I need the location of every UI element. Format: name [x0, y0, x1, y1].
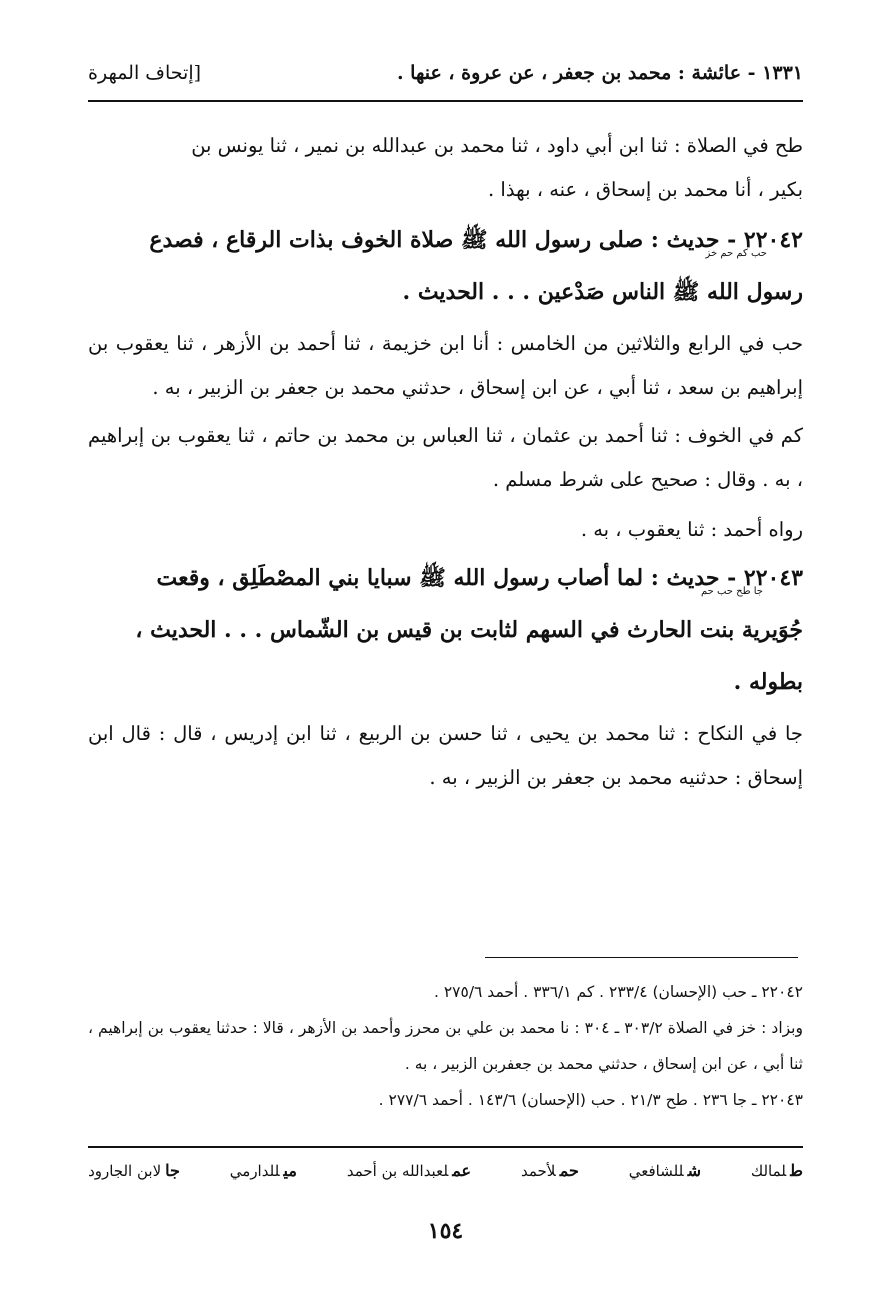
abbrev-label: للشافعي — [628, 1162, 684, 1180]
abbrev-code: ش — [687, 1161, 701, 1180]
hadith-text: بطوله . — [733, 669, 803, 695]
hadith-text: - حديث : لما أصاب رسول الله ﷺ سبايا بني المصْطَلِق ، وقعت — [156, 565, 737, 591]
paragraph-tah — [88, 124, 803, 212]
running-header — [88, 58, 803, 88]
abbrev-code: جا — [165, 1161, 180, 1180]
footnote-22043: ٢٢٠٤٣ ـ جا ٢٣٦ . طح ٢١/٣ . حب (الإحسان) ١٤٣/٦ . أحمد ٢٧٧/٦ . — [378, 1091, 803, 1109]
footnote-22042: ٢٢٠٤٢ ـ حب (الإحسان) ٢٣٣/٤ . كم ٣٣٦/١ . أحمد ٢٧٥/٦ . — [433, 983, 803, 1001]
hadith-22043 — [88, 552, 803, 708]
abbrev-ahmad — [521, 1156, 579, 1186]
abbrev-code: ط — [790, 1161, 803, 1180]
abbreviation-key — [88, 1156, 803, 1186]
abbrev-code: عم — [452, 1161, 472, 1180]
paragraph-km: كم في الخوف : ثنا أحمد بن عثمان ، ثنا العباس بن محمد بن حاتم ، ثنا يعقوب بن إبراهيم ، به . وقال : صحيح على شرط مسلم . — [88, 424, 803, 491]
main-text — [88, 124, 803, 800]
abbrev-code: حم — [559, 1161, 579, 1180]
footer-rule — [88, 1146, 803, 1148]
abbrev-jarud — [88, 1156, 180, 1186]
hadith-sigla: جا طح حب حم — [700, 586, 763, 597]
paragraph-line: بكير ، أنا محمد بن إسحاق ، عنه ، بهذا . — [488, 178, 803, 201]
abbrev-label: لأحمد — [520, 1162, 556, 1180]
paragraph-hb: حب في الرابع والثلاثين من الخامس : أنا ابن خزيمة ، ثنا أحمد بن الأزهر ، ثنا يعقوب بن إبراهيم بن سعد ، ثنا أبي ، عن ابن إسحاق ، حدثني محمد بن جعفر بن الزبير ، به . — [88, 332, 803, 399]
paragraph-ahmad: رواه أحمد : ثنا يعقوب ، به . — [580, 518, 803, 541]
hadith-text: جُوَيرية بنت الحارث في السهم لثابت بن قيس بن الشّماس . . . الحديث ، — [135, 617, 803, 643]
hadith-number: ٢٢٠٤٢ — [743, 227, 803, 253]
paragraph-line: طح في الصلاة : ثنا ابن أبي داود ، ثنا محمد بن عبدالله بن نمير ، ثنا يونس بن — [191, 134, 803, 157]
abbrev-label: لابن الجارود — [88, 1162, 162, 1180]
footnote-addition: وبزاد : خز في الصلاة ٣٠٣/٢ ـ ٣٠٤ : نا محمد بن علي بن محرز وأحمد بن الأزهر ، قالا : حدثنا يعقوب بن إبراهيم ، ثنا أبي ، عن ابن إسحاق ، حدثني محمد بن جعفربن الزبير ، به . — [88, 1019, 803, 1073]
page-number: ١٥٤ — [427, 1218, 464, 1244]
footnotes — [88, 974, 803, 1118]
hadith-sigla: حب كم حم خز — [705, 248, 767, 259]
abbrev-abdullah — [347, 1156, 471, 1186]
abbrev-malik — [751, 1156, 803, 1186]
book-title: [إتحاف المهرة — [88, 62, 202, 84]
abbrev-label: لمالك — [750, 1162, 787, 1180]
abbrev-label: للدارمي — [229, 1162, 280, 1180]
abbrev-code: مي — [283, 1161, 297, 1180]
abbrev-darimi — [230, 1156, 297, 1186]
header-rule — [88, 100, 803, 102]
abbrev-shafii — [629, 1156, 701, 1186]
hadith-text: رسول الله ﷺ الناس صَدْعين . . . الحديث . — [402, 279, 803, 305]
footnote-rule — [485, 957, 798, 958]
paragraph-ja: جا في النكاح : ثنا محمد بن يحيى ، ثنا حسن بن الربيع ، ثنا ابن إدريس ، قال : قال ابن إسحاق : حدثنيه محمد بن جعفر بن الزبير ، به . — [88, 722, 803, 789]
hadith-number: ٢٢٠٤٣ — [743, 565, 803, 591]
hadith-22042 — [88, 214, 803, 318]
abbrev-label: لعبدالله بن أحمد — [346, 1162, 449, 1180]
hadith-text: - حديث : صلى رسول الله ﷺ صلاة الخوف بذات الرقاع ، فصدع — [149, 227, 737, 253]
chapter-title: ١٣٣١ - عائشة : محمد بن جعفر ، عن عروة ، عنها . — [396, 62, 803, 84]
